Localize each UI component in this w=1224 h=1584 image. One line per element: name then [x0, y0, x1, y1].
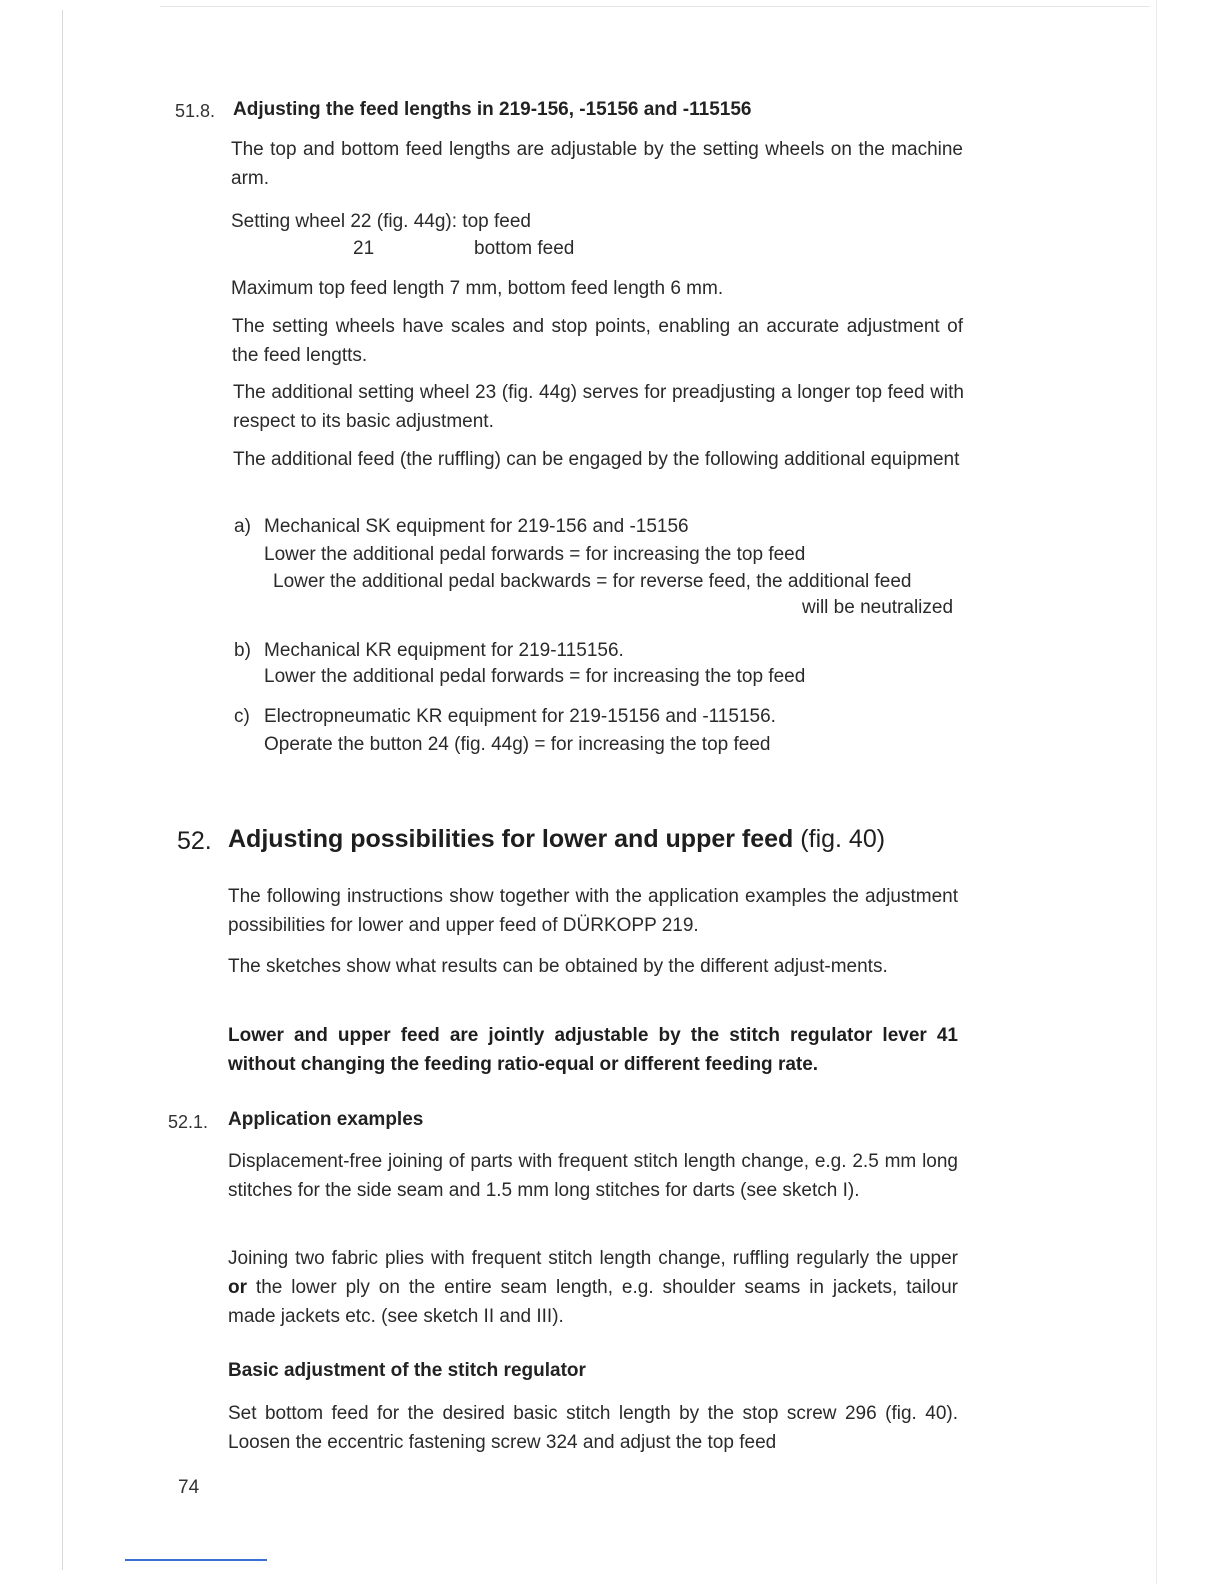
- setting-wheel-line-1: Setting wheel 22 (fig. 44g): top feed: [231, 211, 531, 232]
- scan-edge-left: [62, 10, 63, 1570]
- section-51-8-paragraph-5: The additional feed (the ruffling) can be engaged by the following additional equipment: [233, 449, 960, 470]
- list-item-b-line-2: Lower the additional pedal forwards = for increasing the top feed: [264, 666, 806, 687]
- section-52-paragraph-1: The following instructions show together with the application examples the adjustment possibilities for lower and upper feed of DÜRKOPP 219.: [228, 886, 958, 936]
- section-52-number: 52.: [177, 827, 212, 855]
- section-52-1-paragraph-2-or: or: [228, 1277, 247, 1298]
- stitch-regulator-subheading: Basic adjustment of the stitch regulator: [228, 1360, 586, 1381]
- list-item-a-line-4: will be neutralized: [802, 597, 954, 618]
- list-item-a-letter: a): [234, 516, 251, 537]
- section-52-paragraph-2: The sketches show what results can be obtained by the different adjust-ments.: [228, 956, 888, 977]
- section-51-8-paragraph-2: Maximum top feed length 7 mm, bottom feed length 6 mm.: [231, 278, 724, 299]
- section-52-1-paragraph-3: Set bottom feed for the desired basic stitch length by the stop screw 296 (fig. 40). Loosen the eccentric fastening screw 324 and adjust the top feed: [228, 1403, 958, 1453]
- list-item-a-line-2: Lower the additional pedal forwards = for increasing the top feed: [264, 544, 806, 565]
- section-51-8-number: 51.8.: [175, 101, 216, 121]
- section-52-1-title: Application examples: [228, 1109, 424, 1130]
- setting-wheel-number-2: 21: [353, 238, 375, 259]
- scan-edge-right: [1156, 0, 1157, 1584]
- section-52-1-paragraph-2-end: the lower ply on the entire seam length, e.g. shoulder seams in jackets, tailour made jackets etc. (see sketch II and III).: [228, 1277, 958, 1327]
- section-51-8-paragraph-3: The setting wheels have scales and stop points, enabling an accurate adjustment of the feed lengtts.: [232, 316, 963, 366]
- list-item-c-title: Electropneumatic KR equipment for 219-15156 and -115156.: [264, 706, 776, 727]
- list-item-a-title: Mechanical SK equipment for 219-156 and -15156: [264, 516, 689, 537]
- scan-edge-top: [160, 6, 1150, 7]
- list-item-b-letter: b): [234, 640, 251, 661]
- list-item-c-line-2: Operate the button 24 (fig. 44g) = for increasing the top feed: [264, 734, 771, 755]
- section-52-title: [228, 825, 885, 854]
- section-51-8-paragraph-1: The top and bottom feed lengths are adjustable by the setting wheels on the machine arm.: [231, 139, 963, 189]
- list-item-c-letter: c): [234, 706, 250, 727]
- section-52-1-paragraph-2-start: Joining two fabric plies with frequent stitch length change, ruffling regularly the upper: [228, 1248, 958, 1269]
- section-52-title-text: Adjusting possibilities for lower and upper feed: [228, 825, 794, 853]
- section-52-paragraph-3-bold: Lower and upper feed are jointly adjustable by the stitch regulator lever 41 without changing the feeding ratio-equal or different feeding rate.: [228, 1025, 958, 1075]
- section-52-1-paragraph-2: [228, 1244, 958, 1331]
- list-item-b-title: Mechanical KR equipment for 219-115156.: [264, 640, 624, 661]
- section-52-1-number: 52.1.: [168, 1112, 209, 1132]
- section-52-1-paragraph-1: Displacement-free joining of parts with frequent stitch length change, e.g. 2.5 mm long stitches for the side seam and 1.5 mm long stitches for darts (see sketch I).: [228, 1151, 958, 1201]
- page-number: 74: [178, 1477, 200, 1498]
- section-52-fig-ref: (fig. 40): [800, 825, 886, 853]
- list-item-a-line-3: Lower the additional pedal backwards = for reverse feed, the additional feed: [273, 571, 912, 592]
- setting-wheel-label-2: bottom feed: [474, 238, 575, 259]
- section-51-8-paragraph-4: The additional setting wheel 23 (fig. 44g) serves for preadjusting a longer top feed with respect to its basic adjustment.: [233, 382, 964, 432]
- bottom-rule: [125, 1559, 267, 1561]
- section-51-8-title: Adjusting the feed lengths in 219-156, -15156 and -115156: [233, 99, 752, 120]
